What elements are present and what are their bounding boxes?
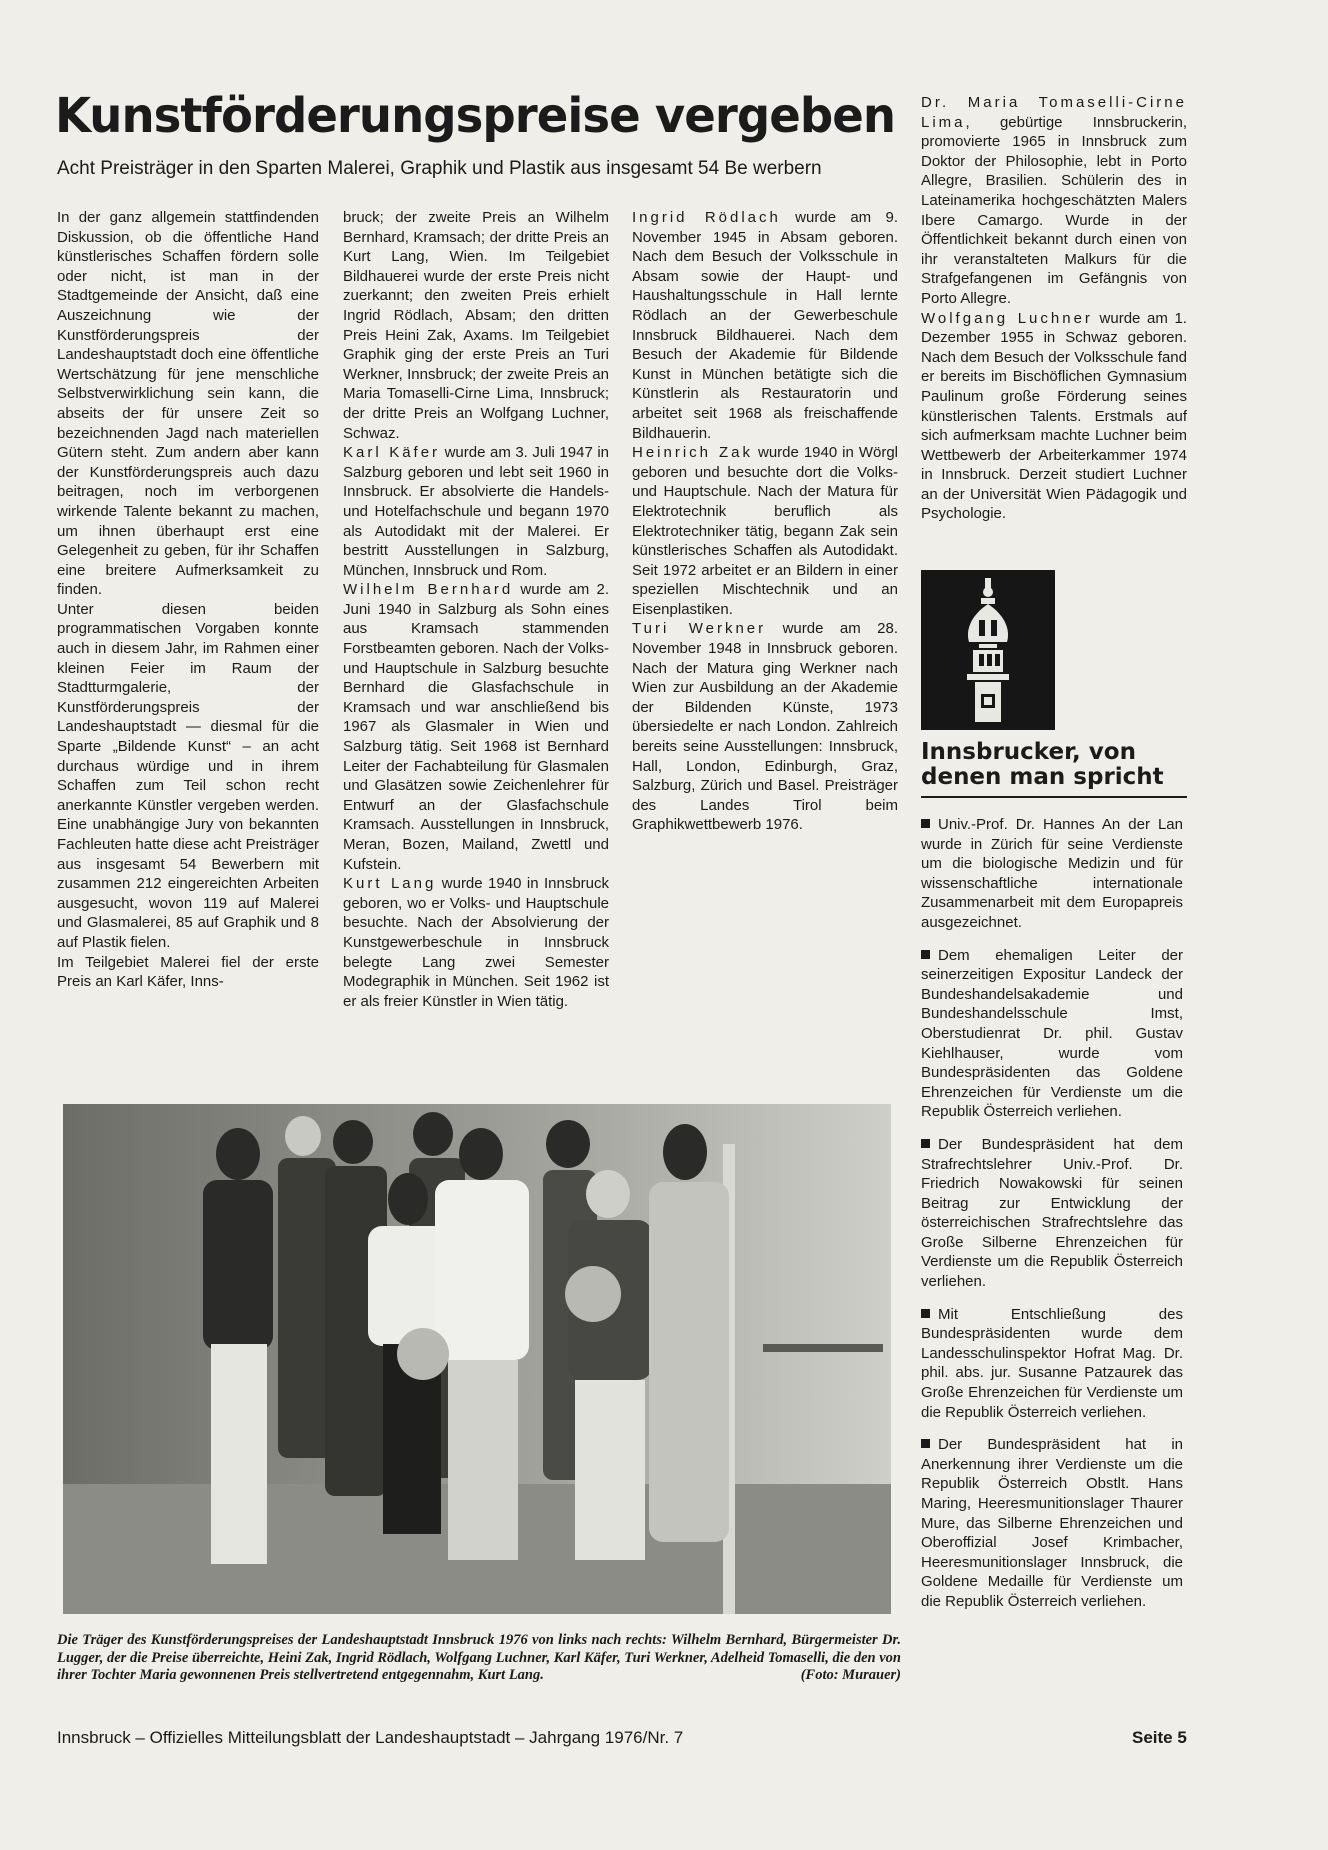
bio-text: wurde am 2. Juni 1940 in Salzburg als Sohn eines aus Kramsach stammenden Forstbeamten geboren. Nach der Volks- und Hauptschule in Salzburg besuchte Bernhard die Glasfachschule in Kramsach und war anschließend bis 1967 als Glasmaler in Wien und Salzburg tätig. Seit 1968 ist Bernhard Leiter der Fachabteilung für Glasmalen und Glasätzen sowie Zeichenlehrer für Entwurf an der Glasfachschule Kramsach. Ausstellungen in Innsbruck, Meran, Bozen, Mailand, Zwettl und Kufstein.: [343, 581, 609, 873]
bio-text: wurde am 3. Juli 1947 in Salzburg geboren und lebt seit 1960 in Innsbruck. Er absolvierte die Handels- und Hotelfachschule und begann 1970 als Autodidakt mit der Malerei. Er bestritt Ausstellungen in Salzburg, München, Innsbruck und Rom.: [343, 444, 609, 579]
article-paragraph: Im Teilgebiet Malerei fiel der erste Preis an Karl Käfer, Inns-: [57, 953, 319, 991]
bio-name: Karl Käfer: [343, 444, 441, 462]
bio-text: , gebürtige Innsbruckerin, promovierte 1965 in Innsbruck zum Doktor der Philosophie, lebt in Porto Allegre, Brasilien. Schülerin des in Lateinamerika hochgeschätzten Malers Ibere Camargo. Wurde in der Öffentlichkeit bekannt durch einen von ihr veranstalteten Malkurs für die Strafgefangenen im Gefängnis von Porto Allegre.: [921, 113, 1187, 307]
bio-text: wurde am 9. November 1945 in Absam geboren. Nach dem Besuch der Volksschule in Absam sowie der Haupt- und Haushaltungsschule in Hall lernte Rödlach an der Gewerbeschule Innsbruck Bildhauerei. Nach dem Besuch der Akademie für Bildende Kunst in München betätigte sich die Künstlerin als Restauratorin und arbeitet seit 1968 als freischaffende Bildhauerin.: [632, 209, 898, 442]
group-photo: [63, 1104, 891, 1614]
headline: Kunstförderungspreise vergeben: [55, 88, 896, 144]
bio-karl-kaefer: [343, 443, 609, 580]
subheadline: Acht Preisträger in den Sparten Malerei, Graphik und Plastik aus insgesamt 54 Be werbern: [57, 158, 822, 179]
article-column-4: [921, 93, 1187, 548]
article-column-1: [57, 208, 319, 1073]
bio-text: wurde 1940 in Wörgl geboren und besuchte dort die Volks- und Hauptschule. Nach der Matura für Elektrotechnik beruflich als Elektrotechniker tätig, begann Zak sein künstlerisches Schaffen als Autodidakt. Seit 1972 arbeitet er an Bildern in einer speziellen Mischtechnik und an Eisenplastiken.: [632, 444, 898, 618]
bio-turi-werkner: [632, 619, 898, 835]
sidebar-item-text: Der Bundespräsident hat in Anerkennung ihrer Verdienste um die Republik Österreich Obstlt. Hans Maring, Heeresmunitionslager Thaurer Mure, das Silberne Ehrenzeichen und Oberoffizial Josef Krimbacher, Heeresmunitionslager Innsbruck, die Goldene Medaille für Verdienste um die Republik Österreich verliehen.: [921, 1436, 1183, 1610]
sidebar-notes: [921, 815, 1183, 1625]
article-column-2: [343, 208, 609, 1073]
bio-maria-tomaselli: [921, 93, 1187, 309]
page-number: Seite 5: [1132, 1728, 1187, 1747]
sidebar-title: Innsbrucker, von denen man spricht: [921, 740, 1187, 798]
bio-name: Kurt Lang: [343, 875, 437, 893]
group-photo-icon: [63, 1104, 891, 1614]
bio-name: Wolfgang Luchner: [921, 309, 1093, 327]
bio-heinrich-zak: [632, 443, 898, 619]
tower-icon: [921, 570, 1055, 730]
photo-caption: [57, 1632, 901, 1685]
bullet-square-icon: [921, 950, 930, 959]
sidebar-item: [921, 946, 1183, 1122]
bio-wolfgang-luchner: [921, 309, 1187, 525]
sidebar-item: [921, 1135, 1183, 1292]
city-tower-emblem-icon: [921, 570, 1055, 730]
photo-caption-text: Die Träger des Kunstförderungspreises der Landeshauptstadt Innsbruck 1976 von links nach rechts: Wilhelm Bernhard, Bürgermeister Dr. Lugger, der die Preise überreichte, Heini Zak, Ingrid Rödlach, Wolfgang Luchner, Karl Käfer, Turi Werkner, Adelheid Tomaselli, die den von ihrer Tochter Maria gewonnenen Preis stellvertretend entgegennahm, Kurt Lang.: [57, 1632, 901, 1683]
bio-wilhelm-bernhard: [343, 580, 609, 874]
bullet-square-icon: [921, 1309, 930, 1318]
bio-text: wurde am 28. November 1948 in Innsbruck geboren. Nach der Matura ging Werkner nach Wien zur Ausbildung an der Akademie der Bildenden Künste, 1973 übersiedelte er nach London. Zahlreich bereits seine Ausstellungen: Innsbruck, Hall, London, Edinburgh, Graz, Salzburg, Zürich und Basel. Preisträger des Landes Tirol beim Graphikwettbewerb 1976.: [632, 620, 898, 834]
sidebar-item-text: Univ.-Prof. Dr. Hannes An der Lan wurde in Zürich für seine Verdienste um die biologische Medizin und für wissenschaftliche internationale Zusammenarbeit mit dem Europapreis ausgezeichnet.: [921, 816, 1183, 931]
bio-ingrid-roedlach: [632, 208, 898, 443]
bio-name: Dr. Maria Tomaselli-Cirne Lima: [921, 94, 1187, 131]
sidebar-item-text: Der Bundespräsident hat dem Strafrechtslehrer Univ.-Prof. Dr. Friedrich Nowakowski für seinen Beitrag zur Entwicklung der österreichischen Strafrechtslehre das Große Silberne Ehrenzeichen für Verdienste um die Republik Österreich verliehen.: [921, 1135, 1183, 1291]
article-paragraph: Unter diesen beiden programmatischen Vorgaben konnte auch in diesem Jahr, im Rahmen einer kleinen Feier im Raum der Stadtturmgalerie, der Kunstförderungspreis der Landeshauptstadt — diesmal für die Sparte „Bildende Kunst“ – an acht durchaus würdige und in ihrem Schaffen zum Teil schon recht anerkannte Künstler vergeben werden. Eine unabhängige Jury von bekannten Fachleuten hatte diese acht Preisträger aus insgesamt 54 Bewerbern mit zusammen 212 eingereichten Arbeiten ausgesucht, wovon 119 auf Malerei und Glasmalerei, 85 auf Graphik und 8 auf Plastik fielen.: [57, 600, 319, 951]
bio-text: wurde 1940 in Innsbruck geboren, wo er Volks- und Hauptschule besuchte. Nach der Absolvierung der Kunstgewerbeschule in Innsbruck belegte Lang zwei Semester Modegraphik in München. Seit 1962 ist er als freier Künstler in Wien tätig.: [343, 875, 609, 1010]
bio-name: Wilhelm Bernhard: [343, 581, 514, 599]
sidebar-item: [921, 1435, 1183, 1611]
article-paragraph: In der ganz allgemein stattfindenden Diskussion, ob die öffentliche Hand künstlerisches Schaffen fördern solle oder nicht, ist man in der Stadtgemeinde der Ansicht, daß eine Auszeichnung wie der Kunstförderungspreis der Landeshauptstadt doch eine öffentliche Wertschätzung für jene menschliche Selbstverwirklichung sein kann, die abseits der für unsere Zeit so bezeichnenden Jagd nach materiellen Gütern steht. Zum andern aber kann der Kunstförderungspreis auch dazu beitragen, noch im verborgenen wirkende Talente bekannt zu machen, um ihnen überhaupt erst eine Gelegenheit zu geben, für ihr Schaffen eine breitere Aufmerksamkeit zu finden.: [57, 209, 319, 599]
bullet-square-icon: [921, 1139, 930, 1148]
bio-name: Ingrid Rödlach: [632, 209, 781, 226]
bio-kurt-lang: [343, 874, 609, 1011]
bullet-square-icon: [921, 1439, 930, 1448]
bio-text: wurde am 1. Dezember 1955 in Schwaz geboren. Nach dem Besuch der Volksschule fand er bereits im Bischöflichen Gymnasium Paulinum große Förderung seines künstlerischen Talents. Erstmals auf sich aufmerksam machte Luchner beim Wettbewerb der Arbeiterkammer 1974 in Innsbruck. Derzeit studiert Luchner an der Universität Wien Pädagogik und Psychologie.: [921, 309, 1187, 523]
bullet-square-icon: [921, 819, 930, 828]
sidebar-item-text: Dem ehemaligen Leiter der seinerzeitigen Expositur Landeck der Bundeshandelsakademie und Bundeshandelsschule Imst, Oberstudienrat Dr. phil. Gustav Kiehlhauser, wurde vom Bundespräsidenten das Goldene Ehrenzeichen für Verdienste um die Republik Österreich verliehen.: [921, 946, 1183, 1121]
sidebar-item-text: Mit Entschließung des Bundespräsidenten wurde dem Landesschulinspektor Hofrat Mag. Dr. phil. abs. jur. Susanne Patzaurek das Große Ehrenzeichen für Verdienste um die Republik Österreich verliehen.: [921, 1305, 1183, 1421]
sidebar-item: [921, 815, 1183, 933]
sidebar-item: [921, 1305, 1183, 1423]
article-column-3: [632, 208, 898, 1073]
bio-name: Turi Werkner: [632, 620, 767, 638]
footer-text: Innsbruck – Offizielles Mitteilungsblatt der Landeshauptstadt – Jahrgang 1976/Nr. 7: [57, 1728, 684, 1747]
bio-name: Heinrich Zak: [632, 444, 754, 462]
article-paragraph: bruck; der zweite Preis an Wilhelm Bernhard, Kramsach; der dritte Preis an Kurt Lang, Wien. Im Teilgebiet Bildhauerei wurde der erste Preis nicht zuerkannt; den zweiten Preis erhielt Ingrid Rödlach, Absam; den dritten Preis Heini Zak, Axams. Im Teilgebiet Graphik ging der erste Preis an Turi Werkner, Innsbruck; der zweite Preis an Maria Tomaselli-Cirne Lima, Innsbruck; der dritte Preis an Wolfgang Luchner, Schwaz.: [343, 209, 609, 442]
photo-credit: (Foto: Murauer): [800, 1667, 901, 1683]
